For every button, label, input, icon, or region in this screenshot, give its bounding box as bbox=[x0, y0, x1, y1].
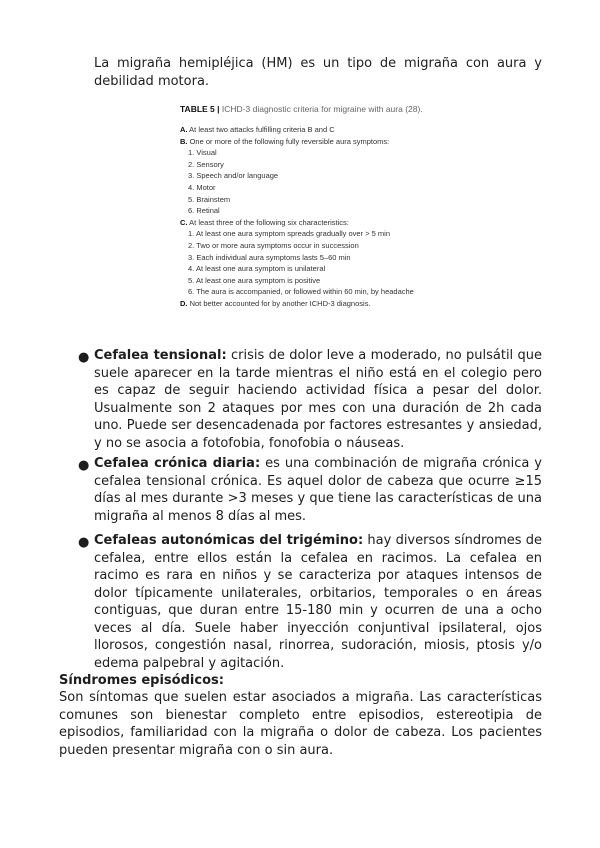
bullet-cefalea-tensional bbox=[78, 347, 543, 452]
bullet-cefaleas-autonomicas bbox=[78, 532, 542, 672]
table-line-text: Two or more aura symptoms occur in succession bbox=[196, 240, 359, 250]
table-line bbox=[180, 252, 470, 264]
table-line-text: Speech and/or language bbox=[196, 171, 279, 181]
bullet-term: Cefalea tensional: bbox=[94, 348, 227, 363]
bullet-text bbox=[94, 455, 542, 525]
table-line-text: At least three of the following six characteristics: bbox=[189, 217, 349, 227]
table-line-marker: 5. bbox=[188, 194, 195, 204]
table-line-marker: 4. bbox=[188, 264, 195, 274]
table-lines bbox=[180, 124, 470, 310]
table-line-marker: 3. bbox=[188, 171, 195, 181]
table-line-marker: D. bbox=[180, 298, 188, 308]
table-line bbox=[180, 159, 470, 171]
table-line-marker: 2. bbox=[188, 240, 195, 250]
table-line bbox=[180, 275, 470, 287]
table-line bbox=[180, 240, 470, 252]
table-line-text: Visual bbox=[196, 148, 217, 158]
table-line-marker: B. bbox=[180, 136, 188, 146]
table-line bbox=[180, 286, 470, 298]
bullet-dot-icon: ● bbox=[78, 535, 90, 550]
table-line-text: Sensory bbox=[196, 159, 224, 169]
bullet-cefalea-cronica bbox=[78, 455, 542, 525]
table-line-marker: C. bbox=[180, 217, 188, 227]
bullet-text bbox=[94, 347, 542, 452]
criteria-table-image bbox=[180, 104, 470, 328]
closing-paragraph: Son síntomas que suelen estar asociados a migraña. Las características comunes son bienestar completo entre episodios, estereotipia de episodios, familiaridad con la migraña o dolor de cabeza. Los pacientes pueden presentar migraña con o sin aura. bbox=[59, 690, 542, 758]
section-heading: Síndromes episódicos: bbox=[59, 673, 224, 688]
table-line-text: At least two attacks fulfilling criteria B and C bbox=[189, 125, 335, 134]
table-line bbox=[180, 205, 470, 217]
table-line-marker: A. bbox=[180, 125, 188, 134]
table-line-marker: 6. bbox=[188, 206, 195, 216]
bullet-body: hay diversos síndromes de cefalea, entre ellos están la cefalea en racimos. La cefalea en racimo es rara en niños y se caracteriza por ataques intensos de dolor típicamente unilaterales, orbitarios, temporales o en áreas contiguas, que duran entre 15-180 min y ocurren de una a ocho veces al día. Suele haber inyección conjuntival ipsilateral, ojos llorosos, congestión nasal, rinorrea, sudoración, miosis, ptosis y/o edema palpebral y agitación. bbox=[94, 533, 542, 671]
table-line-text: At least one aura symptom spreads gradually over > 5 min bbox=[195, 229, 390, 239]
table-line bbox=[180, 298, 470, 310]
table-line-text: Retinal bbox=[196, 206, 220, 216]
table-line-text: Motor bbox=[196, 182, 216, 192]
bullet-text bbox=[94, 532, 542, 672]
table-line bbox=[180, 170, 470, 182]
bullet-body: crisis de dolor leve a moderado, no pulsátil que suele aparecer en la tarde mientras el niño está en el colegio pero es capaz de seguir haciendo actividad física a pesar del dolor. Usualmente son 2 ataques por mes con una duración de 2h cada uno. Puede ser desencadenada por factores estresantes y ansiedad, y no se asocia a fotofobia, fonofobia o náuseas. bbox=[94, 348, 543, 451]
table-line bbox=[180, 124, 470, 136]
table-line bbox=[180, 194, 470, 206]
table-line-marker: 2. bbox=[188, 159, 195, 169]
table-line-text: Not better accounted for by another ICHD-3 diagnosis. bbox=[189, 298, 371, 308]
table-line bbox=[180, 136, 470, 148]
table-line bbox=[180, 147, 470, 159]
table-line-text: At least one aura symptom is positive bbox=[195, 275, 321, 285]
table-line bbox=[180, 217, 470, 229]
table-line-text: The aura is accompanied, or followed within 60 min, by headache bbox=[196, 287, 414, 297]
table-line-marker: 3. bbox=[188, 252, 195, 262]
table-line-text: At least one aura symptom is unilateral bbox=[195, 264, 326, 274]
bullet-term: Cefaleas autonómicas del trigémino: bbox=[94, 533, 364, 548]
table-line-marker: 1. bbox=[188, 148, 195, 158]
table-line bbox=[180, 182, 470, 194]
table-line bbox=[180, 263, 470, 275]
table-line-marker: 4. bbox=[188, 182, 195, 192]
table-line bbox=[180, 228, 470, 240]
bullet-dot-icon: ● bbox=[78, 350, 90, 365]
table-title bbox=[180, 104, 470, 115]
table-line-text: Brainstem bbox=[196, 194, 231, 204]
table-caption: ICHD-3 diagnostic criteria for migraine with aura (28). bbox=[221, 104, 423, 114]
bullet-term: Cefalea crónica diaria: bbox=[94, 456, 261, 471]
table-line-text: Each individual aura symptoms lasts 5–60 min bbox=[196, 252, 351, 262]
bullet-dot-icon: ● bbox=[78, 458, 90, 473]
table-label: TABLE 5 | bbox=[180, 104, 220, 114]
intro-paragraph: La migraña hemipléjica (HM) es un tipo de migraña con aura y debilidad motora. bbox=[94, 56, 542, 89]
table-line-text: One or more of the following fully reversible aura symptoms: bbox=[189, 136, 390, 146]
table-line-marker: 1. bbox=[188, 229, 195, 239]
table-line-marker: 6. bbox=[188, 287, 195, 297]
table-line-marker: 5. bbox=[188, 275, 195, 285]
bullet-body: es una combinación de migraña crónica y cefalea tensional crónica. Es aquel dolor de cabeza que ocurre ≥15 días al mes durante >3 meses y que tiene las características de una migraña al menos 8 días al mes. bbox=[94, 456, 542, 524]
